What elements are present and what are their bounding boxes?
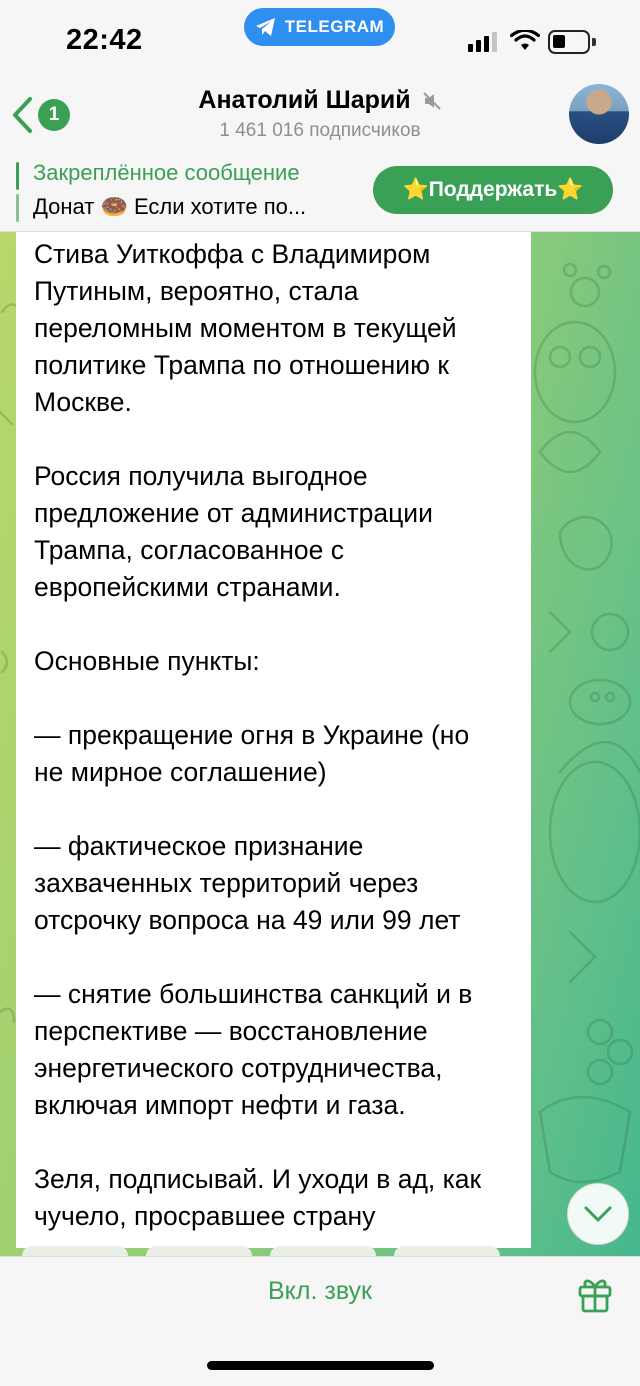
status-bar — [0, 0, 640, 78]
home-indicator — [207, 1361, 434, 1370]
pinned-indicator — [16, 162, 19, 190]
chevron-down-icon — [583, 1205, 613, 1223]
telegram-plane-icon — [255, 17, 277, 37]
signal-icon — [468, 32, 497, 52]
channel-name: Анатолий Шарий — [198, 86, 411, 114]
subscriber-count: 1 461 016 подписчиков — [219, 120, 421, 141]
avatar[interactable] — [569, 84, 629, 144]
bottom-bar — [0, 1256, 640, 1386]
clock: 22:42 — [66, 24, 143, 56]
unread-badge: 1 — [38, 99, 70, 131]
pinned-message-bar[interactable] — [0, 156, 640, 232]
battery-icon — [548, 30, 590, 54]
message-bubble[interactable] — [16, 232, 531, 1248]
pinned-title: Закреплённое сообщение — [33, 160, 300, 185]
support-button[interactable]: ⭐️Поддержать⭐️ — [373, 166, 613, 214]
chat-header — [0, 78, 640, 156]
gift-icon[interactable] — [577, 1275, 613, 1313]
telegram-pill-label: TELEGRAM — [284, 17, 385, 36]
unmute-button[interactable]: Вкл. звук — [267, 1277, 372, 1305]
pinned-indicator-secondary — [16, 194, 19, 222]
message-text: Стива Уиткоффа с Владимиром Путиным, вероятно, стала переломным моментом в текущей политике Трампа по отношению к Москве. Россия получила выгодное предложение от администрации Трампа, согласованное с европейскими странами. Основные пункты: — прекращение огня в Украине (но не мирное соглашение) — фактическое признание захваченных территорий через отсрочку вопроса на 49 или 99 лет — снятие большинства санкций и в перспективе — восстановление энергетического сотрудничества, включая импорт нефти и газа. Зеля, подписывай. И уходи в ад, как чучело, просравшее страну — [34, 239, 482, 1231]
telegram-app-pill[interactable] — [244, 8, 395, 46]
scroll-down-button[interactable] — [567, 1183, 629, 1245]
muted-icon — [422, 91, 442, 111]
wifi-icon — [510, 30, 540, 52]
pinned-text: Донат 🍩 Если хотите по... — [33, 194, 307, 219]
channel-title[interactable] — [0, 86, 640, 115]
